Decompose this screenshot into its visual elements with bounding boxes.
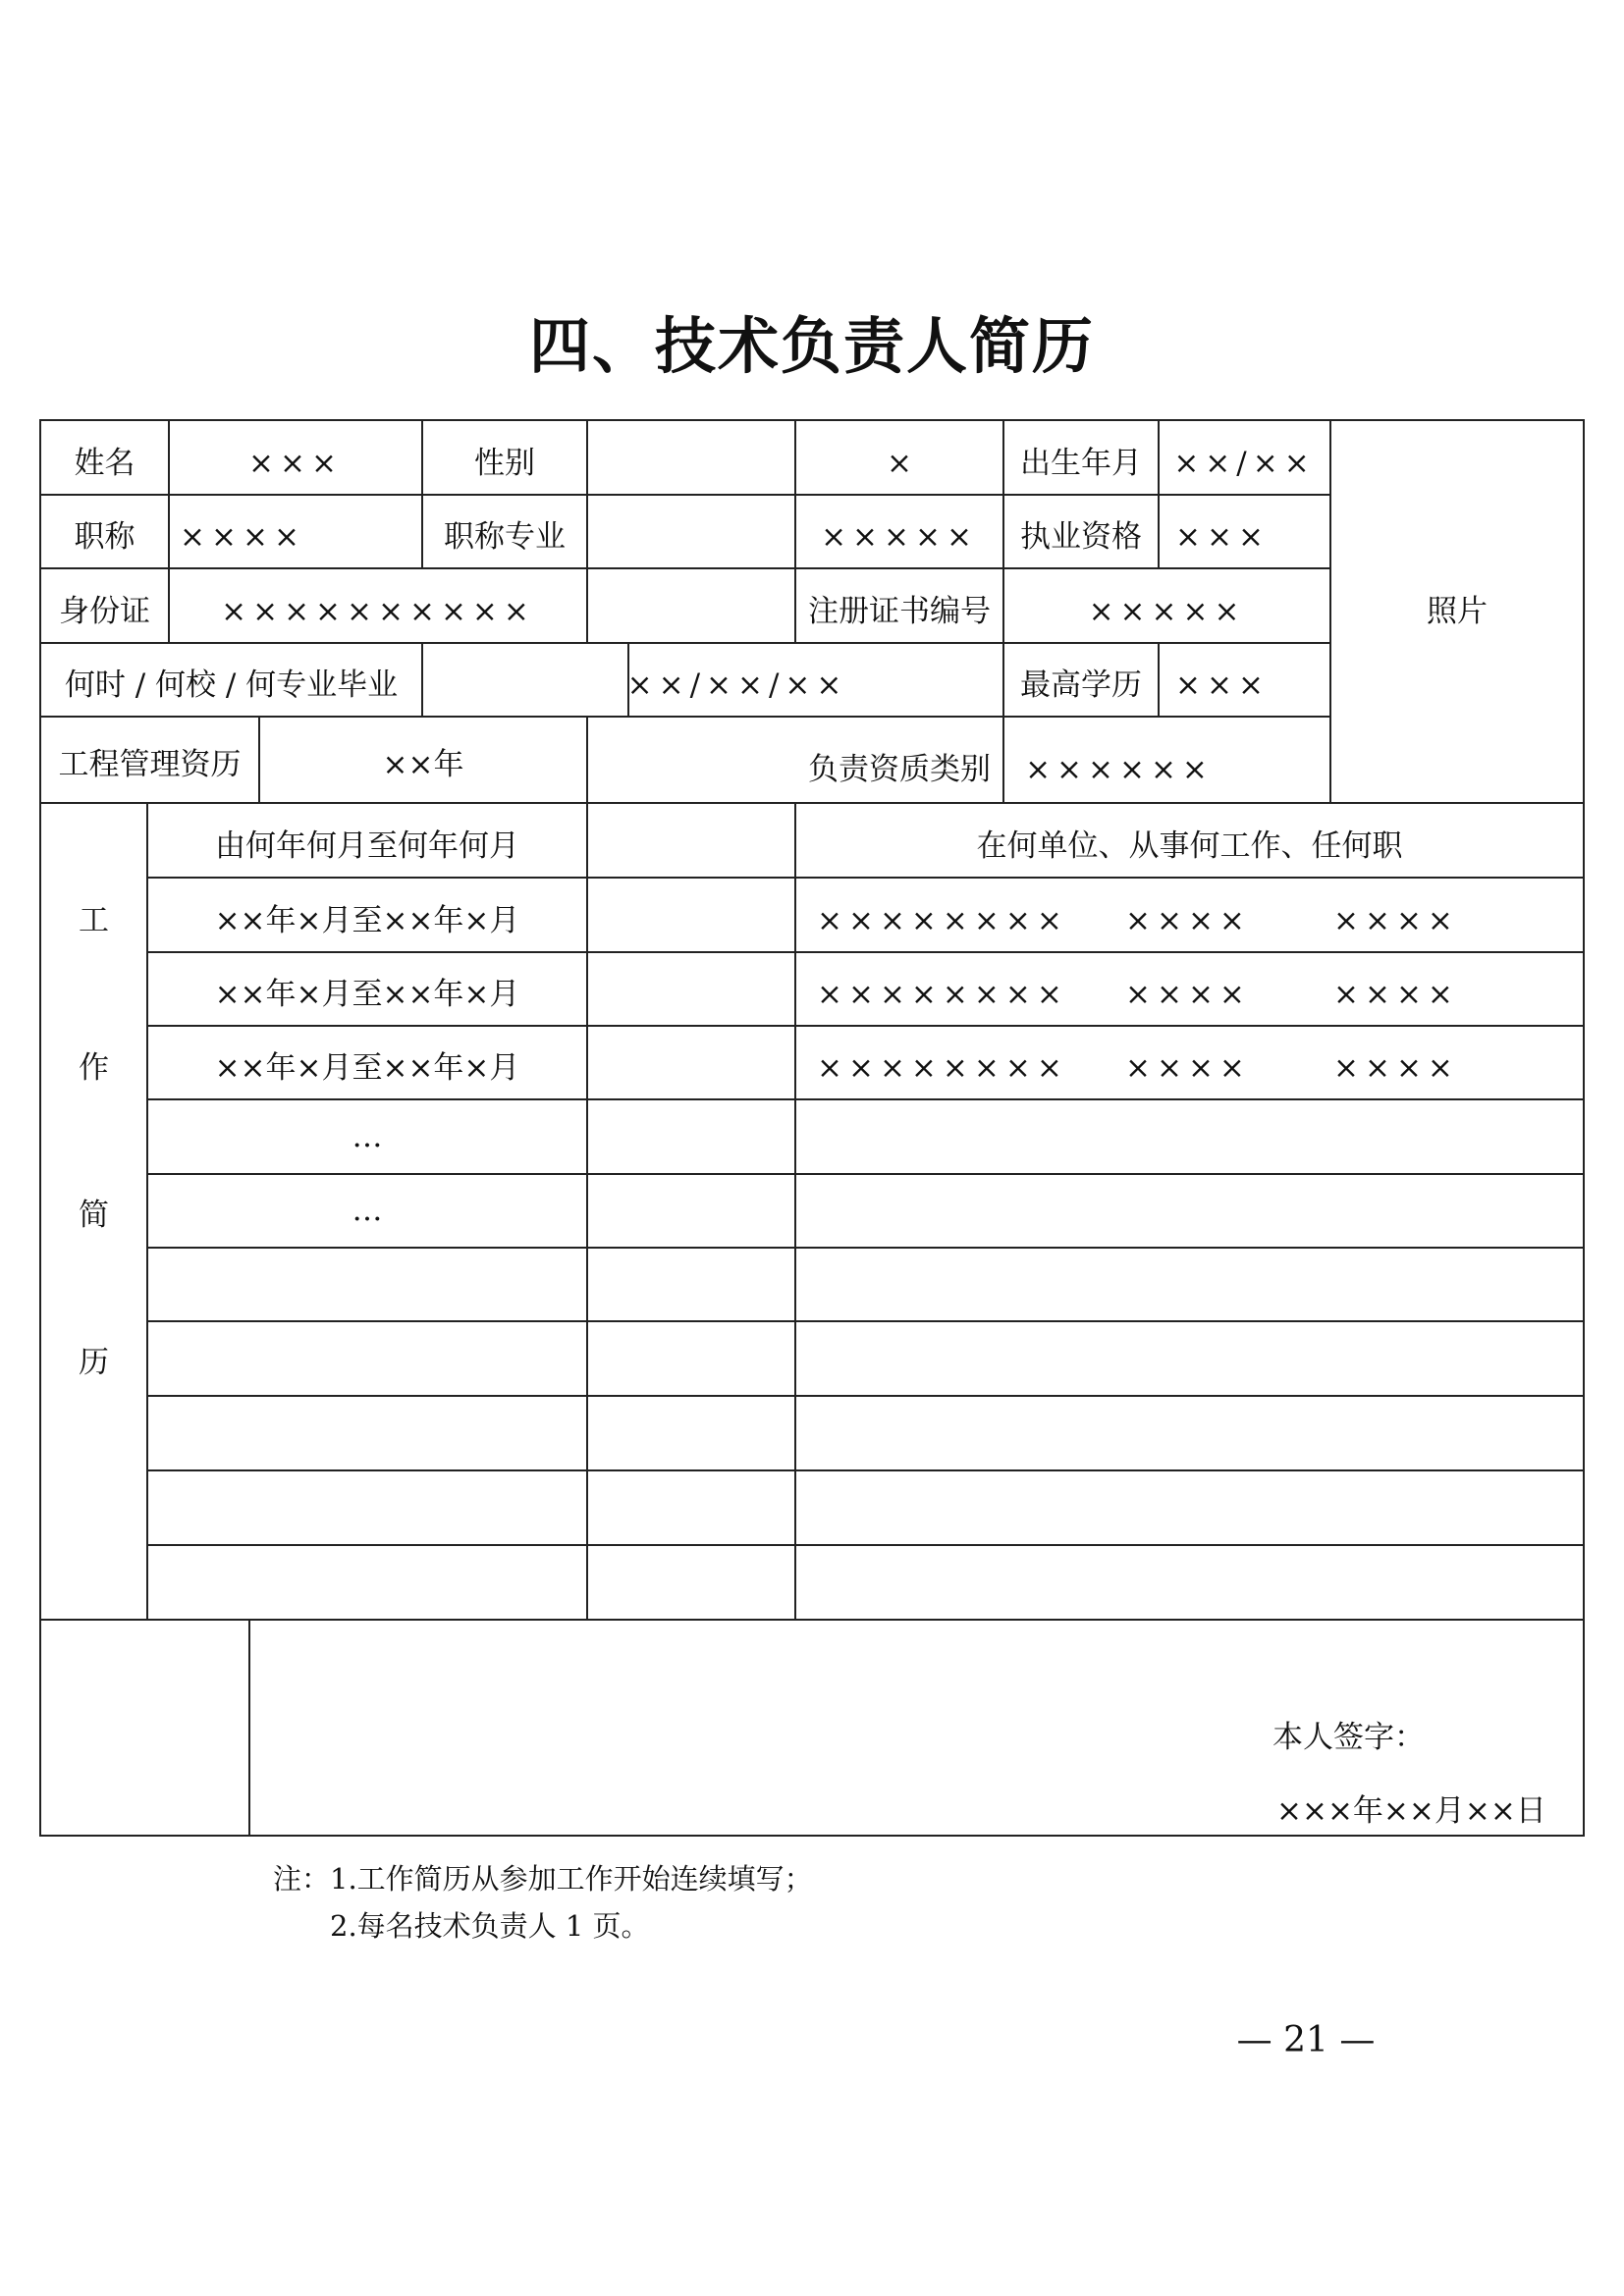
work-row-3-work: ×××× [1125,1049,1251,1086]
work-section-char-2: 作 [79,1049,109,1086]
birth-value: ××/×× [1173,445,1316,481]
page-title: 四、技术负责人简历 [528,310,1095,382]
note-2: 2.每名技术负责人 1 页。 [330,1909,650,1943]
work-row-2-unit: ×××××××× [817,976,1068,1012]
work-row-5-period: … [352,1192,383,1228]
work-row-2-period: ××年×月至××年×月 [214,976,520,1012]
cert-label: 注册证书编号 [808,593,991,629]
category-label: 负责资质类别 [808,751,991,787]
experience-label: 工程管理资历 [58,746,242,782]
work-row-2-work: ×××× [1125,976,1251,1012]
work-row-1-unit: ×××××××× [817,902,1068,938]
work-row-2-post: ×××× [1333,976,1459,1012]
birth-label: 出生年月 [1020,445,1142,481]
period-column-header: 由何年何月至何年何月 [215,828,519,864]
work-row-3-unit: ×××××××× [817,1049,1068,1086]
work-section-char-1: 工 [79,902,109,938]
work-row-3-period: ××年×月至××年×月 [214,1049,520,1086]
work-section-char-4: 历 [79,1344,109,1380]
work-row-3-post: ×××× [1333,1049,1459,1086]
name-value: ××× [248,445,343,481]
name-label: 姓名 [74,445,135,481]
education-value: ××× [1175,667,1270,703]
experience-value: ××年 [382,746,464,782]
title-label: 职称 [74,518,135,555]
cert-value: ××××× [1088,593,1246,629]
work-row-1-work: ×××× [1125,902,1251,938]
signature-label: 本人签字： [1272,1719,1425,1755]
category-value: ×××××× [1025,751,1214,787]
qualification-value: ××× [1175,518,1270,555]
graduation-label: 何时 / 何校 / 何专业毕业 [64,667,399,703]
work-row-1-period: ××年×月至××年×月 [214,902,520,938]
signature-date: ×××年××月××日 [1276,1792,1546,1829]
unit-column-header: 在何单位、从事何工作、任何职 [976,828,1403,864]
note-1: 注：1.工作简历从参加工作开始连续填写； [273,1862,813,1896]
qualification-label: 执业资格 [1020,518,1142,555]
gender-label: 性别 [474,445,535,481]
id-label: 身份证 [59,593,150,629]
education-label: 最高学历 [1020,667,1142,703]
title-value: ×××× [180,518,305,555]
work-row-1-post: ×××× [1333,902,1459,938]
major-label: 职称专业 [444,518,566,555]
photo-placeholder: 照片 [1427,593,1488,629]
gender-value: × [887,445,912,481]
id-value: ×××××××××× [221,593,535,629]
graduation-value: ××/××/×× [626,667,848,703]
work-row-4-period: … [352,1118,383,1154]
page-number: — 21 — [1236,2020,1376,2060]
work-section-char-3: 简 [79,1197,109,1233]
major-value: ××××× [821,518,978,555]
